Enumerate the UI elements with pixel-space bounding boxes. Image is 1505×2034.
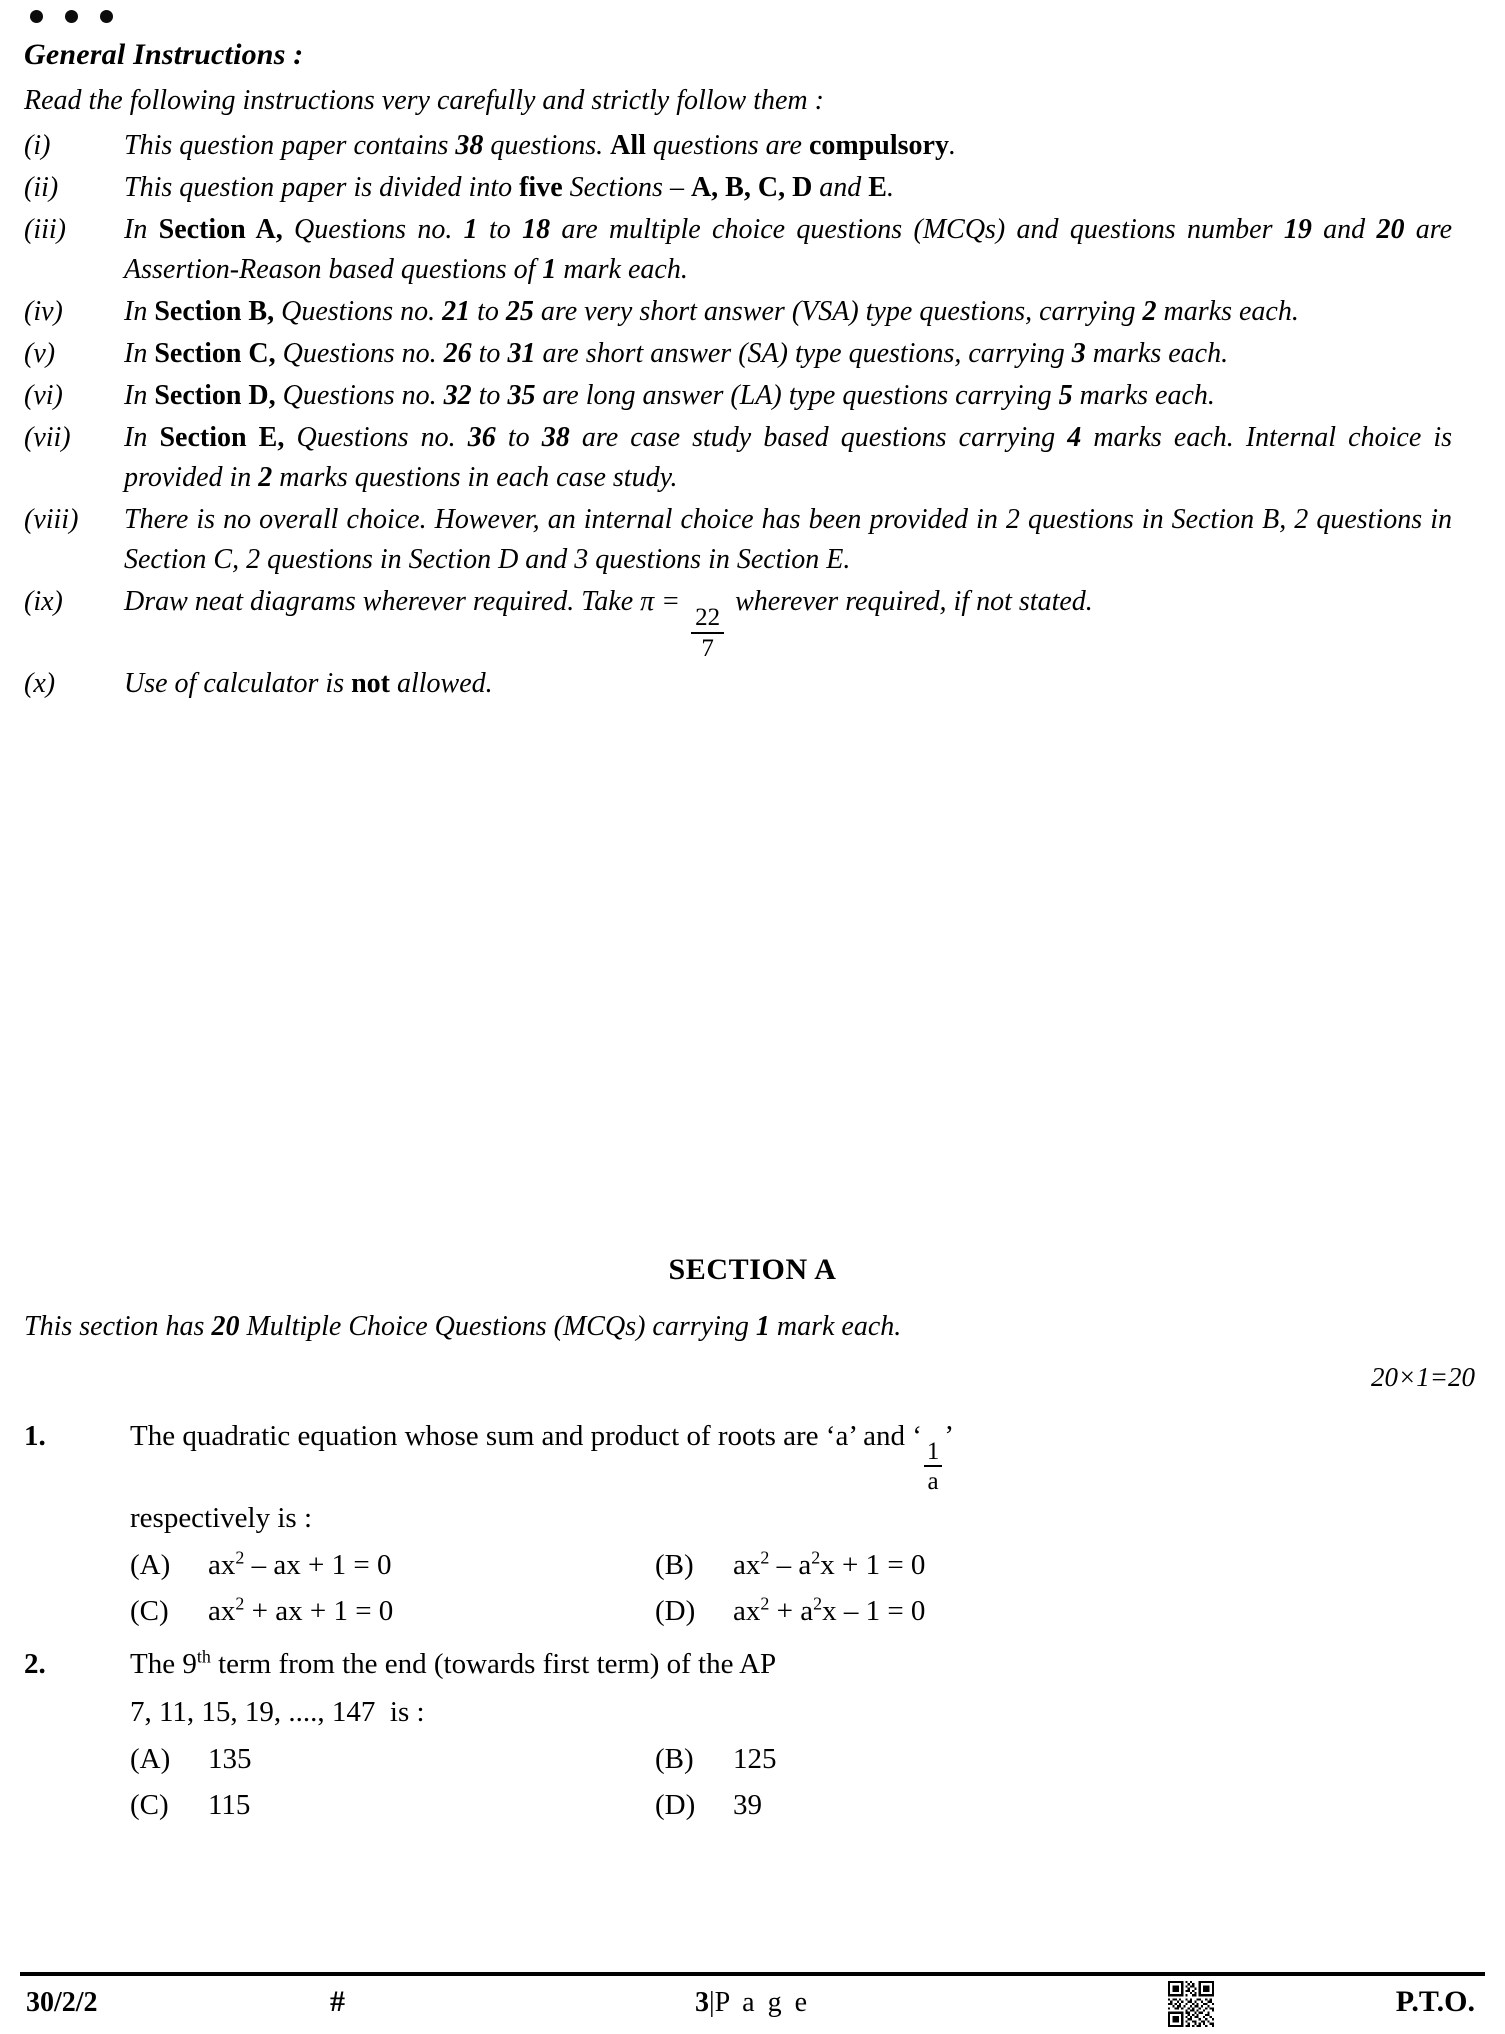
- instruction-number: (vii): [24, 422, 71, 453]
- instruction-item: [24, 292, 1454, 332]
- question-item: [24, 1640, 1464, 1822]
- page-number: 3: [695, 1987, 709, 2018]
- section-subtitle: This section has 20 Multiple Choice Questions (MCQs) carrying 1 mark each.: [24, 1311, 902, 1342]
- option-label: (A): [130, 1548, 171, 1581]
- option-d[interactable]: [655, 1788, 1180, 1822]
- question-options: [130, 1548, 1464, 1628]
- instruction-item: [24, 664, 1454, 704]
- option-c[interactable]: [130, 1788, 655, 1822]
- option-row: [130, 1742, 1464, 1776]
- question-text-continued: 7, 11, 15, 19, ...., 147 is :: [130, 1695, 425, 1728]
- page-indicator: [20, 1987, 1485, 2019]
- instruction-item: [24, 334, 1454, 374]
- instruction-text: In Section E, Questions no. 36 to 38 are case study based questions carrying 4 marks each. Internal choice is provided in 2 marks questions in each case study.: [124, 422, 1453, 493]
- instruction-item: [24, 376, 1454, 416]
- page-footer: [20, 1983, 1485, 2033]
- instruction-text: There is no overall choice. However, an internal choice has been provided in 2 questions in Section B, 2 questions in Section C, 2 questions in Section D and 3 questions in Section E.: [124, 504, 1452, 575]
- instruction-number: (viii): [24, 504, 79, 535]
- instruction-text: This question paper contains 38 questions. All questions are compulsory.: [124, 130, 956, 161]
- paper-code: 30/2/2: [26, 1987, 98, 2018]
- instruction-number: (iii): [24, 214, 66, 245]
- instruction-text: In Section B, Questions no. 21 to 25 are very short answer (VSA) type questions, carrying 2 marks each.: [124, 296, 1299, 327]
- section-heading: SECTION A: [668, 1253, 837, 1286]
- instruction-number: (v): [24, 338, 56, 369]
- general-instructions-title: General Instructions :: [24, 38, 304, 71]
- option-value: $ax^2$ – ax + 1 = 0: [208, 1547, 392, 1581]
- option-b[interactable]: [655, 1548, 1180, 1582]
- option-row: [130, 1548, 1464, 1582]
- option-a[interactable]: [130, 1548, 655, 1582]
- instruction-item: [24, 582, 1454, 662]
- marker-dot: [100, 10, 113, 23]
- option-label: (A): [130, 1742, 171, 1775]
- option-c[interactable]: [130, 1594, 655, 1628]
- option-value: 135: [208, 1742, 252, 1775]
- section-marks-note: 20×1=20: [1371, 1362, 1475, 1392]
- instruction-number: (x): [24, 668, 56, 700]
- footer-divider: [20, 1972, 1485, 1976]
- question-number: 1.: [24, 1420, 46, 1452]
- option-value: $ax^2 + a^2x - 1 = 0$: [733, 1593, 926, 1627]
- question-text-continued: respectively is :: [130, 1501, 313, 1534]
- instructions-list: [24, 126, 1454, 706]
- instruction-text: In Section C, Questions no. 26 to 31 are short answer (SA) type questions, carrying 3 marks each.: [124, 338, 1229, 369]
- option-value: $ax^2 - a^2x + 1 = 0$: [733, 1547, 926, 1581]
- instruction-item: [24, 168, 1454, 208]
- option-d[interactable]: [655, 1594, 1180, 1628]
- option-b[interactable]: [655, 1742, 1180, 1776]
- instruction-item: [24, 126, 1454, 166]
- option-label: (D): [655, 1594, 696, 1627]
- option-label: (C): [130, 1788, 169, 1821]
- option-a[interactable]: [130, 1742, 655, 1776]
- instruction-number: (ix): [24, 586, 63, 617]
- option-value: 115: [208, 1788, 251, 1821]
- instruction-item: [24, 418, 1454, 498]
- instruction-item: [24, 500, 1454, 580]
- pto-label: P.T.O.: [1395, 1985, 1475, 2018]
- instruction-item: [24, 210, 1454, 290]
- instruction-number: (ii): [24, 172, 59, 203]
- instruction-number: (i): [24, 130, 51, 161]
- option-value: 125: [733, 1742, 777, 1775]
- instruction-text: In Section A, Questions no. 1 to 18 are multiple choice questions (MCQs) and questions number 19 and 20 are Assertion-Reason based questions of 1 mark each.: [124, 214, 1453, 285]
- hash-mark: #: [330, 1985, 345, 2018]
- option-value: 39: [733, 1788, 762, 1821]
- marker-dot: [65, 10, 78, 23]
- question-item: [24, 1412, 1464, 1628]
- option-value: $ax^2$ + ax + 1 = 0: [208, 1593, 394, 1627]
- page-separator: |: [709, 1987, 715, 2018]
- option-label: (B): [655, 1548, 694, 1581]
- option-label: (D): [655, 1788, 696, 1821]
- page-marker-dots: [30, 10, 113, 23]
- instruction-text: Draw neat diagrams wherever required. Take π = $\frac{22}{7}$ wherever required, if not stated.: [124, 586, 1093, 662]
- read-instructions-line: Read the following instructions very carefully and strictly follow them :: [24, 85, 824, 116]
- instruction-text: This question paper is divided into five Sections – A, B, C, D and E.: [124, 172, 894, 203]
- questions-list: [24, 1412, 1464, 1834]
- instruction-number: (vi): [24, 380, 63, 411]
- option-row: [130, 1788, 1464, 1822]
- page-word: P a g e: [714, 1987, 810, 2018]
- marker-dot: [30, 10, 43, 23]
- qr-code-icon: [1168, 1981, 1214, 2027]
- option-row: [130, 1594, 1464, 1628]
- question-options: [130, 1742, 1464, 1822]
- question-text: The 9th term from the end (towards first term) of the AP: [130, 1646, 777, 1680]
- instruction-text: In Section D, Questions no. 32 to 35 are long answer (LA) type questions carrying 5 marks each.: [124, 380, 1215, 411]
- question-number: 2.: [24, 1647, 46, 1680]
- instruction-number: (iv): [24, 296, 63, 327]
- instruction-text: Use of calculator is not allowed.: [124, 668, 493, 700]
- option-label: (C): [130, 1594, 169, 1627]
- option-label: (B): [655, 1742, 694, 1775]
- question-text: The quadratic equation whose sum and product of roots are ‘a’ and ‘ $\frac{1}{a}$ ’: [130, 1420, 955, 1495]
